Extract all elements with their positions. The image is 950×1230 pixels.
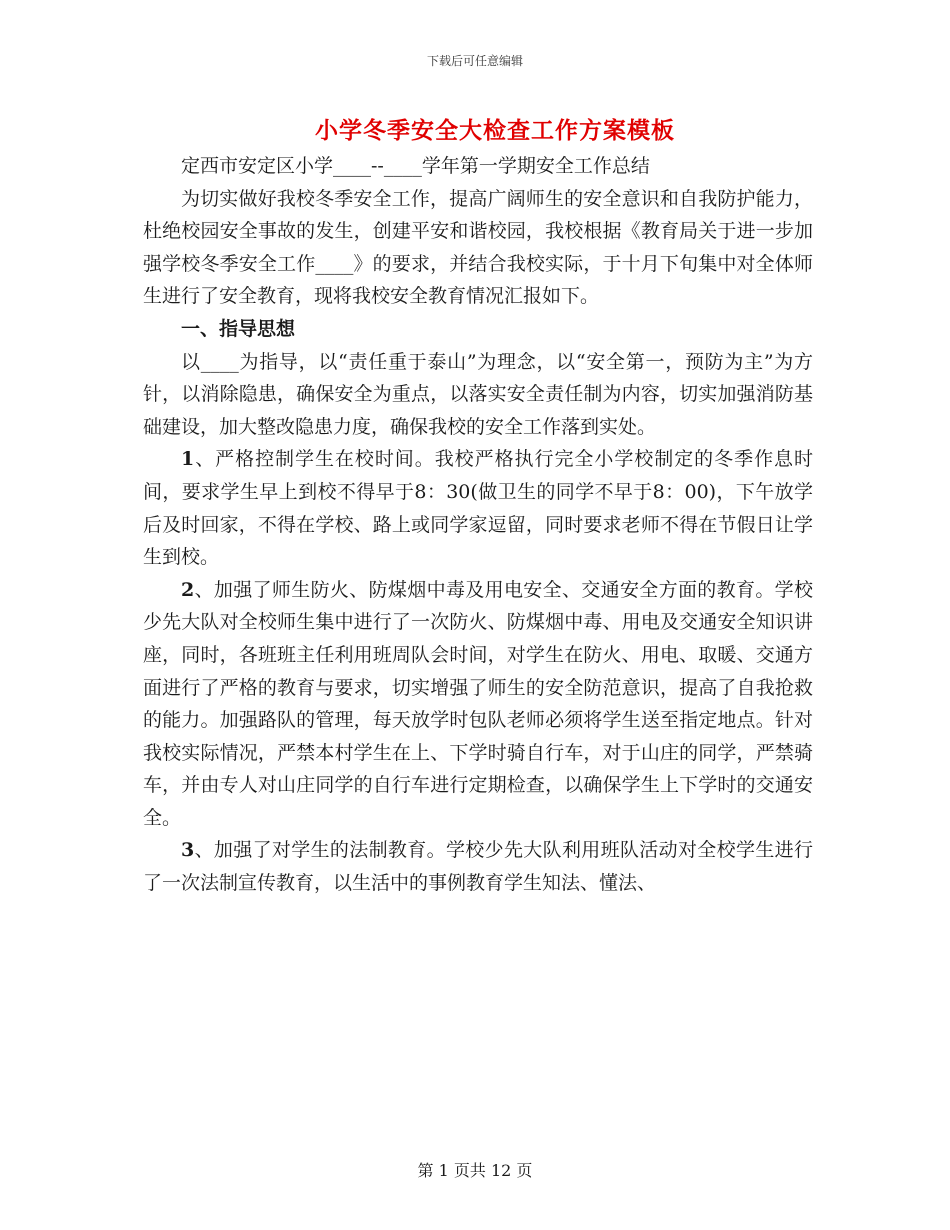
item-2-number: 2 [181,578,195,601]
document-title: 小学冬季安全大检查工作方案模板 [315,117,675,144]
item-1-number: 1 [181,448,195,471]
page-number: 第 1 页共 12 页 [417,1161,533,1180]
document-body [143,150,813,900]
document-subtitle: 定西市安定区小学____--____学年第一学期安全工作总结 [181,155,650,177]
item-2-text: 、加强了师生防火、防煤烟中毒及用电安全、交通安全方面的教育。学校少先大队对全校师生集中进行了一次防火、防煤烟中毒、用电及交通安全知识讲座，同时，各班班主任利用班周队会时间，对学生在防火、用电、取暖、交通方面进行了严格的教育与要求，切实增强了师生的安全防范意识，提高了自我抢救的能力。加强路队的管理，每天放学时包队老师必须将学生送至指定地点。针对我校实际情况，严禁本村学生在上、下学时骑自行车，对于山庄的同学，严禁骑车，并由专人对山庄同学的自行车进行定期检查，以确保学生上下学时的交通安全。 [143,578,813,829]
section-heading-guiding-thought: 一、指导思想 [181,317,296,340]
item-2-paragraph [143,574,813,835]
intro-paragraph: 为切实做好我校冬季安全工作，提高广阔师生的安全意识和自我防护能力，杜绝校园安全事故的发生，创建平安和谐校园，我校根据《教育局关于进一步加强学校冬季安全工作____》的要求，并结合我校实际，于十月下旬集中对全体师生进行了安全教育，现将我校安全教育情况汇报如下。 [143,187,813,308]
guiding-thought-paragraph: 以____为指导，以“责任重于泰山”为理念，以“安全第一，预防为主”为方针，以消除隐患，确保安全为重点，以落实安全责任制为内容，切实加强消防基础建设，加大整改隐患力度，确保我校的安全工作落到实处。 [143,350,813,438]
item-3-number: 3 [181,839,195,862]
header-note: 下载后可任意编辑 [426,54,523,68]
item-1-text: 、严格控制学生在校时间。我校严格执行完全小学校制定的冬季作息时间，要求学生早上到校不得早于8：30(做卫生的同学不早于8：00)，下午放学后及时回家，不得在学校、路上或同学家逗留，同时要求老师不得在节假日让学生到校。 [143,448,813,569]
item-1-paragraph [143,443,813,573]
item-3-paragraph [143,834,813,899]
item-3-text: 、加强了对学生的法制教育。学校少先大队利用班队活动对全校学生进行了一次法制宣传教育，以生活中的事例教育学生知法、懂法、 [143,839,813,895]
